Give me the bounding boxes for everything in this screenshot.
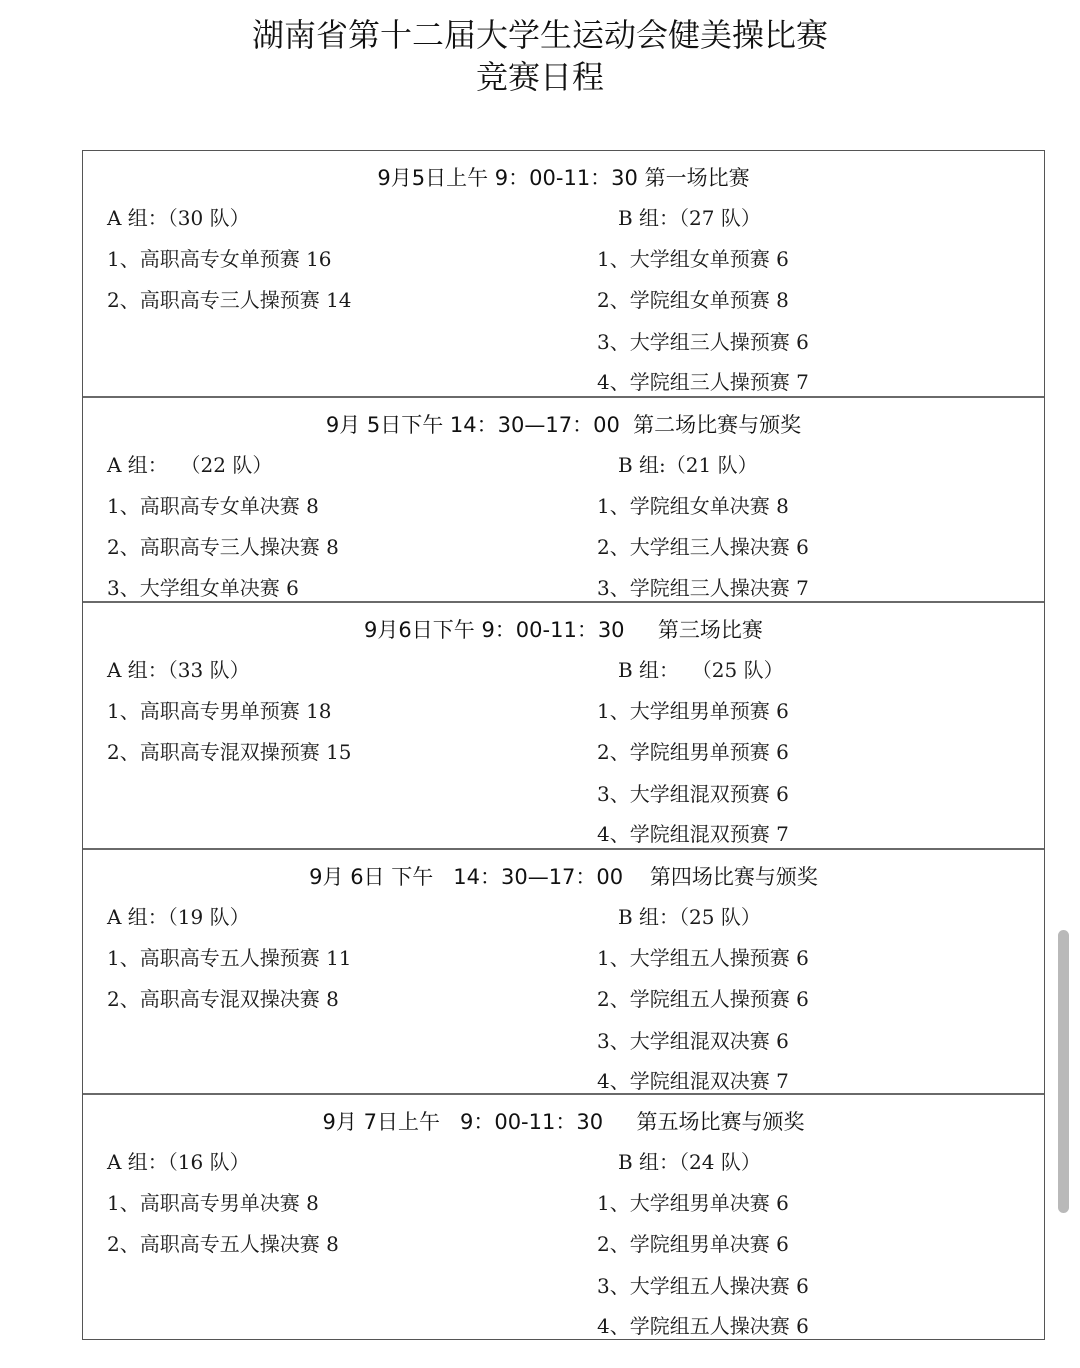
- group-a-label: A 组：（19 队）: [107, 905, 250, 929]
- group-a-item: 1、高职高专女单决赛 8: [107, 494, 319, 518]
- group-b-label: B 组： （25 队）: [618, 658, 784, 682]
- group-a-item: 2、高职高专混双操决赛 8: [107, 987, 339, 1011]
- group-b-label: B 组：（25 队）: [618, 905, 761, 929]
- session-heading: 9月5日上午 9：00-11：30 第一场比赛: [377, 166, 750, 190]
- session-2: [83, 398, 1044, 603]
- group-b-item: 2、学院组五人操预赛 6: [597, 987, 809, 1011]
- session-heading: 9月 6日 下午 14：30—17：00 第四场比赛与颁奖: [309, 865, 818, 889]
- group-b-item: 1、大学组男单预赛 6: [597, 699, 789, 723]
- group-a-label: A 组：（30 队）: [107, 206, 250, 230]
- session-4: [83, 850, 1044, 1095]
- group-a-item: 2、高职高专三人操预赛 14: [107, 288, 352, 312]
- group-b-item: 4、学院组三人操预赛 7: [597, 370, 809, 394]
- group-a-label: A 组：（16 队）: [107, 1150, 250, 1174]
- session-heading: 9月6日下午 9：00-11：30 第三场比赛: [364, 618, 763, 642]
- group-b-item: 2、学院组男单决赛 6: [597, 1232, 789, 1256]
- group-b-item: 3、大学组三人操预赛 6: [597, 330, 809, 354]
- group-b-item: 2、学院组女单预赛 8: [597, 288, 789, 312]
- group-a-item: 1、高职高专五人操预赛 11: [107, 946, 352, 970]
- group-a-item: 3、大学组女单决赛 6: [107, 576, 299, 600]
- group-b-item: 3、大学组五人操决赛 6: [597, 1274, 809, 1298]
- document-subtitle: 竞赛日程: [475, 58, 604, 96]
- group-b-item: 4、学院组混双决赛 7: [597, 1069, 789, 1093]
- session-1: [83, 151, 1044, 398]
- group-b-item: 3、学院组三人操决赛 7: [597, 576, 809, 600]
- session-heading: 9月 7日上午 9：00-11：30 第五场比赛与颁奖: [322, 1110, 805, 1134]
- group-b-item: 1、大学组女单预赛 6: [597, 247, 789, 271]
- group-a-item: 2、高职高专三人操决赛 8: [107, 535, 339, 559]
- group-b-item: 1、大学组五人操预赛 6: [597, 946, 809, 970]
- group-a-item: 1、高职高专男单预赛 18: [107, 699, 332, 723]
- group-a-item: 2、高职高专五人操决赛 8: [107, 1232, 339, 1256]
- document-title: 湖南省第十二届大学生运动会健美操比赛: [251, 16, 828, 54]
- group-b-item: 3、大学组混双预赛 6: [597, 782, 789, 806]
- group-b-item: 4、学院组混双预赛 7: [597, 822, 789, 846]
- group-b-item: 2、学院组男单预赛 6: [597, 740, 789, 764]
- session-5: [83, 1095, 1044, 1341]
- group-a-label: A 组：（33 队）: [107, 658, 250, 682]
- group-b-item: 2、大学组三人操决赛 6: [597, 535, 809, 559]
- vertical-scrollbar-thumb[interactable]: [1058, 930, 1069, 1213]
- session-heading: 9月 5日下午 14：30—17：00 第二场比赛与颁奖: [325, 413, 802, 437]
- group-b-item: 4、学院组五人操决赛 6: [597, 1314, 809, 1338]
- group-b-label: B 组:（21 队）: [618, 453, 758, 477]
- group-a-item: 1、高职高专女单预赛 16: [107, 247, 332, 271]
- group-a-item: 2、高职高专混双操预赛 15: [107, 740, 352, 764]
- group-b-item: 3、大学组混双决赛 6: [597, 1029, 789, 1053]
- group-b-item: 1、学院组女单决赛 8: [597, 494, 789, 518]
- group-b-label: B 组：（27 队）: [618, 206, 761, 230]
- group-b-label: B 组：（24 队）: [618, 1150, 761, 1174]
- session-3: [83, 603, 1044, 850]
- schedule-table: [82, 150, 1045, 1340]
- group-b-item: 1、大学组男单决赛 6: [597, 1191, 789, 1215]
- group-a-item: 1、高职高专男单决赛 8: [107, 1191, 319, 1215]
- group-a-label: A 组： （22 队）: [107, 453, 273, 477]
